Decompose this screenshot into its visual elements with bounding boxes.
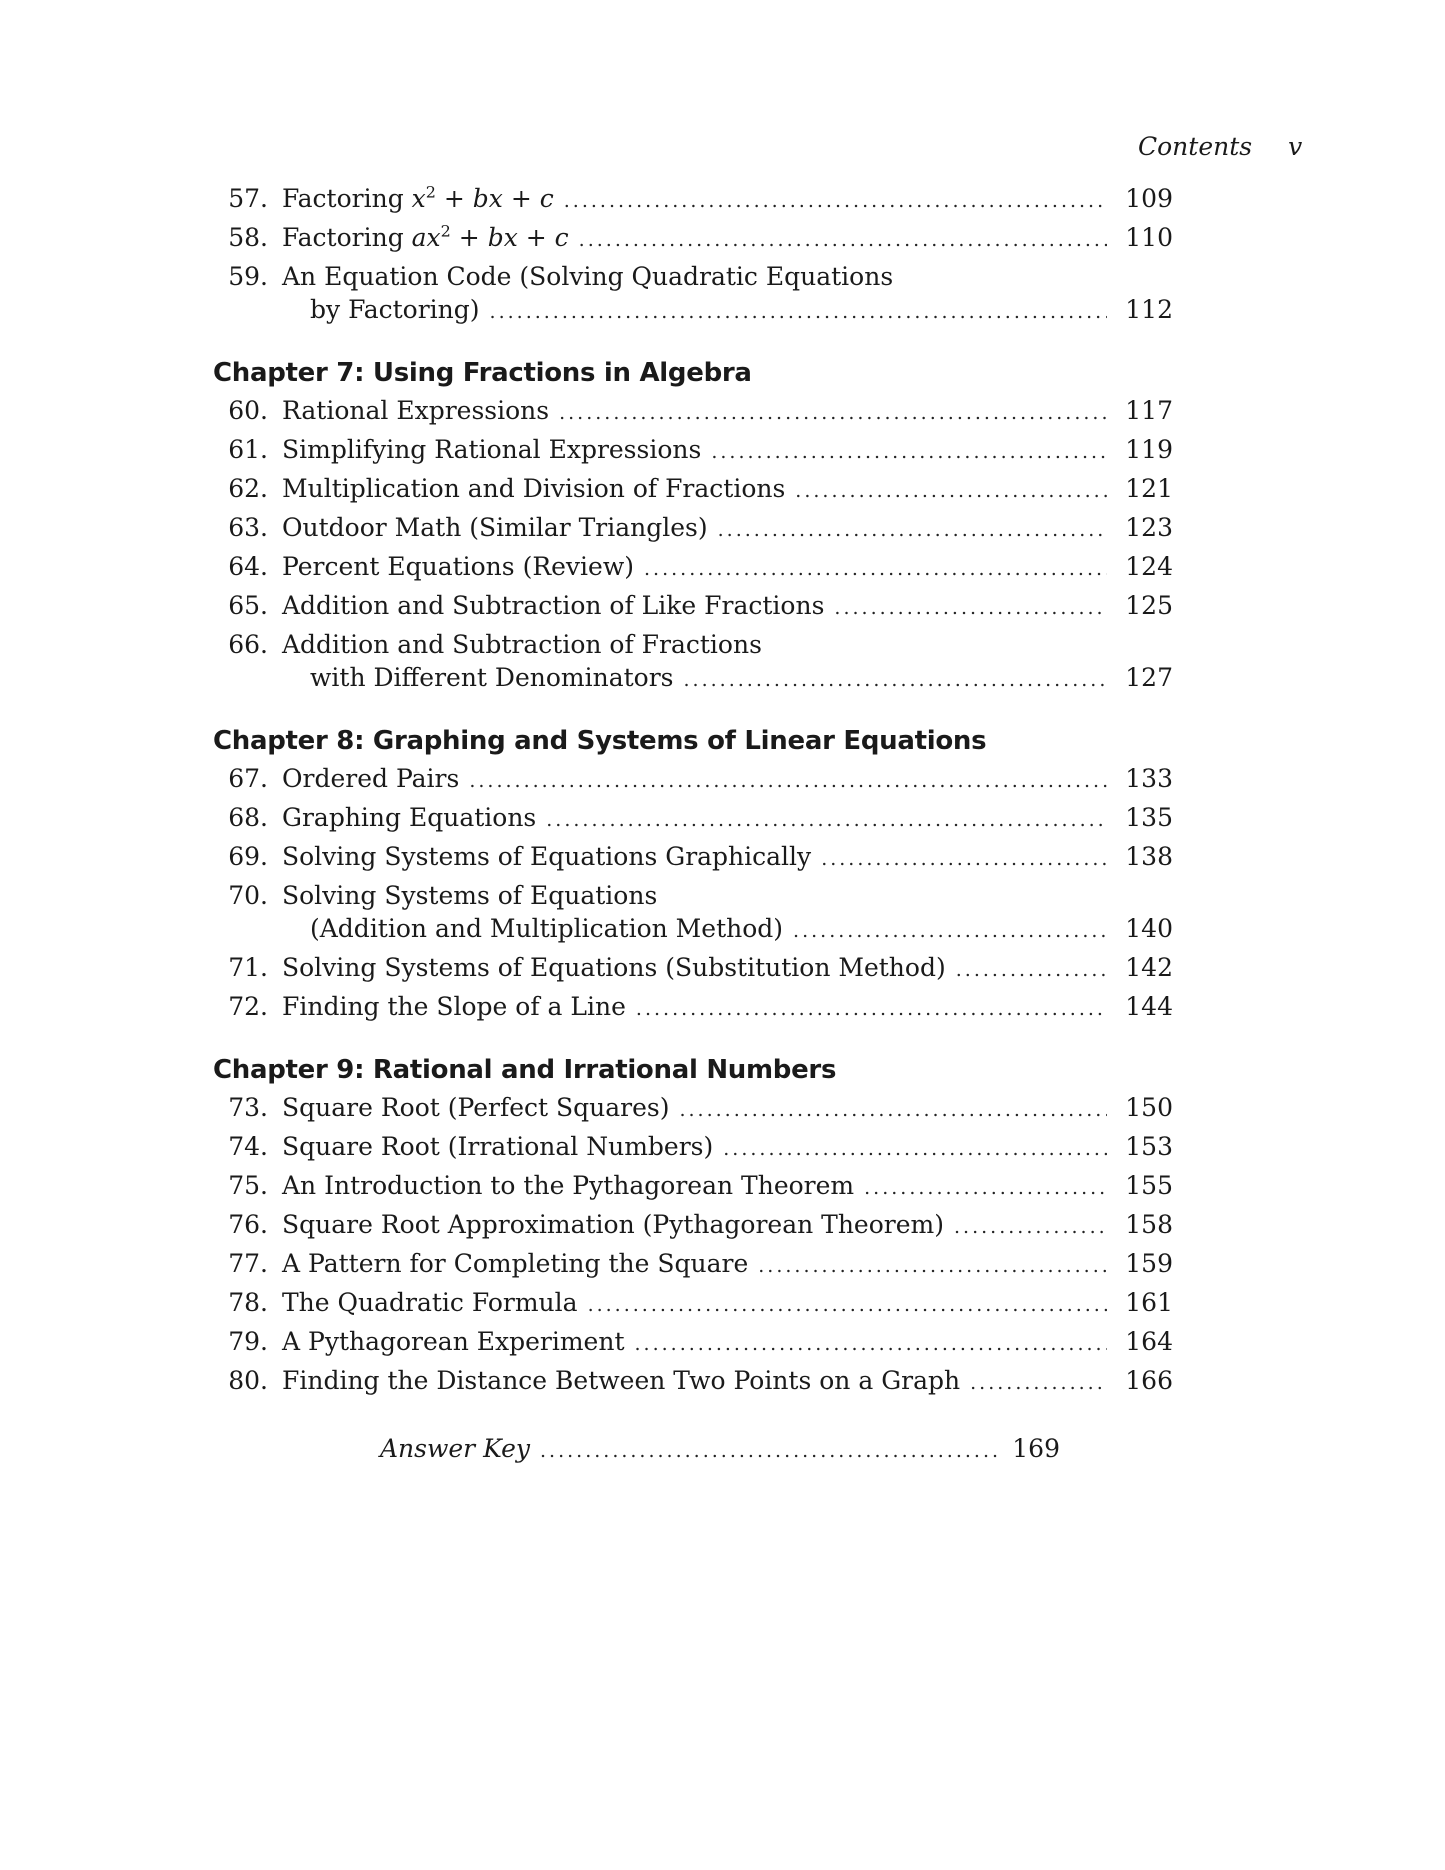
entry-page: 159 xyxy=(1125,1249,1173,1278)
leader-dots xyxy=(795,475,1107,508)
leader-dots xyxy=(469,765,1107,798)
entry-title-line1: Solving Systems of Equations xyxy=(282,881,658,910)
entry-number: 75. xyxy=(228,1171,268,1200)
leader-dots xyxy=(559,397,1107,430)
entry-number: 71. xyxy=(228,953,268,982)
entry-page: 124 xyxy=(1125,552,1173,581)
entry-page: 155 xyxy=(1125,1171,1173,1200)
entry-title: Solving Systems of Equations Graphically xyxy=(282,842,812,871)
folio: v xyxy=(1288,132,1303,161)
leader-dots xyxy=(954,1211,1107,1244)
entry-title: Square Root Approximation (Pythagorean Theorem) xyxy=(282,1210,944,1239)
toc-entry-63[interactable] xyxy=(213,511,1173,550)
entry-page: 158 xyxy=(1125,1210,1173,1239)
toc-entry-72[interactable] xyxy=(213,990,1173,1029)
entry-page: 150 xyxy=(1125,1093,1173,1122)
entry-number: 57. xyxy=(228,184,268,213)
entry-number: 65. xyxy=(228,591,268,620)
entry-title: Square Root (Irrational Numbers) xyxy=(282,1132,714,1161)
leader-dots xyxy=(758,1250,1107,1283)
entry-page: 125 xyxy=(1125,591,1173,620)
leader-dots xyxy=(644,553,1107,586)
chapter-heading[interactable]: Chapter 8: Graphing and Systems of Linear Equations xyxy=(213,726,987,756)
entry-title: Rational Expressions xyxy=(282,396,550,425)
toc-entry-59[interactable] xyxy=(213,260,1173,332)
leader-dots xyxy=(564,185,1107,218)
toc-entry-74[interactable] xyxy=(213,1130,1173,1169)
entry-number: 79. xyxy=(228,1327,268,1356)
entry-title-line2: by Factoring) xyxy=(310,295,480,324)
answer-key-page: 169 xyxy=(1012,1434,1060,1463)
entry-title: Simplifying Rational Expressions xyxy=(282,435,702,464)
toc-entry-61[interactable] xyxy=(213,433,1173,472)
entry-title: A Pattern for Completing the Square xyxy=(282,1249,749,1278)
entry-title: Ordered Pairs xyxy=(282,764,460,793)
entry-number: 77. xyxy=(228,1249,268,1278)
entry-title-line1: An Equation Code (Solving Quadratic Equations xyxy=(282,262,894,291)
entry-number: 67. xyxy=(228,764,268,793)
entry-number: 70. xyxy=(228,881,268,910)
entry-number: 62. xyxy=(228,474,268,503)
toc-entry-80[interactable] xyxy=(213,1364,1173,1403)
entry-page: 135 xyxy=(1125,803,1173,832)
leader-dots xyxy=(546,804,1107,837)
leader-dots xyxy=(821,843,1107,876)
leader-dots xyxy=(834,592,1107,625)
entry-title: Finding the Distance Between Two Points on a Graph xyxy=(282,1366,961,1395)
toc-entry-69[interactable] xyxy=(213,840,1173,879)
entry-number: 63. xyxy=(228,513,268,542)
entry-number: 76. xyxy=(228,1210,268,1239)
toc-entry-60[interactable] xyxy=(213,394,1173,433)
toc-entry-65[interactable] xyxy=(213,589,1173,628)
entry-page: 164 xyxy=(1125,1327,1173,1356)
toc-entry-68[interactable] xyxy=(213,801,1173,840)
toc-entry-58[interactable] xyxy=(213,221,1173,260)
entry-title: A Pythagorean Experiment xyxy=(282,1327,625,1356)
entry-title: The Quadratic Formula xyxy=(282,1288,578,1317)
leader-dots xyxy=(490,296,1107,329)
entry-title-line2: (Addition and Multiplication Method) xyxy=(310,914,784,943)
table-of-contents xyxy=(213,182,1173,1403)
leader-dots xyxy=(679,1094,1107,1127)
leader-dots xyxy=(684,664,1107,697)
entry-number: 64. xyxy=(228,552,268,581)
answer-key-label: Answer Key xyxy=(380,1434,530,1463)
leader-dots xyxy=(588,1289,1107,1322)
answer-key-entry[interactable] xyxy=(380,1434,1060,1463)
leader-dots xyxy=(636,993,1107,1026)
entry-title: An Introduction to the Pythagorean Theorem xyxy=(282,1171,855,1200)
entry-page: 140 xyxy=(1125,914,1173,943)
entry-title-line2: with Different Denominators xyxy=(310,663,674,692)
entry-page: 121 xyxy=(1125,474,1173,503)
chapter-heading[interactable]: Chapter 7: Using Fractions in Algebra xyxy=(213,358,752,388)
chapters xyxy=(213,358,1173,1403)
entry-title: Percent Equations (Review) xyxy=(282,552,635,581)
entry-page: 142 xyxy=(1125,953,1173,982)
entry-title: Finding the Slope of a Line xyxy=(282,992,626,1021)
entry-number: 59. xyxy=(228,262,268,291)
toc-entry-57[interactable] xyxy=(213,182,1173,221)
toc-entry-78[interactable] xyxy=(213,1286,1173,1325)
toc-entry-79[interactable] xyxy=(213,1325,1173,1364)
toc-entry-64[interactable] xyxy=(213,550,1173,589)
entry-page: 166 xyxy=(1125,1366,1173,1395)
entry-title: Addition and Subtraction of Like Fractions xyxy=(282,591,825,620)
entry-page: 127 xyxy=(1125,663,1173,692)
entry-title: Graphing Equations xyxy=(282,803,537,832)
entry-number: 61. xyxy=(228,435,268,464)
entry-number: 78. xyxy=(228,1288,268,1317)
toc-entry-66[interactable] xyxy=(213,628,1173,700)
leader-dots xyxy=(718,514,1107,547)
entry-number: 66. xyxy=(228,630,268,659)
entry-title: Factoring $x^2$ + bx + c xyxy=(282,182,554,213)
entry-title: Square Root (Perfect Squares) xyxy=(282,1093,670,1122)
entry-number: 68. xyxy=(228,803,268,832)
entry-page: 144 xyxy=(1125,992,1173,1021)
toc-entry-75[interactable] xyxy=(213,1169,1173,1208)
leader-dots xyxy=(723,1133,1107,1166)
entry-number: 69. xyxy=(228,842,268,871)
toc-entry-77[interactable] xyxy=(213,1247,1173,1286)
toc-entry-71[interactable] xyxy=(213,951,1173,990)
entry-title-line1: Addition and Subtraction of Fractions xyxy=(282,630,762,659)
toc-entry-67[interactable] xyxy=(213,762,1173,801)
toc-entry-62[interactable] xyxy=(213,472,1173,511)
entry-page: 161 xyxy=(1125,1288,1173,1317)
entry-number: 58. xyxy=(228,223,268,252)
entry-page: 133 xyxy=(1125,764,1173,793)
entry-title: Solving Systems of Equations (Substitution Method) xyxy=(282,953,946,982)
leader-dots xyxy=(579,224,1107,257)
entry-page: 112 xyxy=(1125,295,1173,324)
leader-dots xyxy=(793,915,1107,948)
entry-page: 153 xyxy=(1125,1132,1173,1161)
entry-title: Outdoor Math (Similar Triangles) xyxy=(282,513,708,542)
chapter-heading[interactable]: Chapter 9: Rational and Irrational Numbers xyxy=(213,1055,837,1085)
entry-title: Factoring $ax^2$ + bx + c xyxy=(282,221,569,252)
toc-entry-70[interactable] xyxy=(213,879,1173,951)
leader-dots xyxy=(711,436,1107,469)
leader-dots xyxy=(956,954,1107,987)
leader-dots xyxy=(864,1172,1107,1205)
entry-number: 60. xyxy=(228,396,268,425)
entry-page: 117 xyxy=(1125,396,1173,425)
entry-number: 73. xyxy=(228,1093,268,1122)
entry-page: 123 xyxy=(1125,513,1173,542)
running-head-label: Contents xyxy=(1138,132,1253,161)
toc-entry-73[interactable] xyxy=(213,1091,1173,1130)
entry-page: 110 xyxy=(1125,223,1173,252)
entry-number: 74. xyxy=(228,1132,268,1161)
leader-dots xyxy=(970,1367,1107,1400)
entry-title: Multiplication and Division of Fractions xyxy=(282,474,786,503)
running-head xyxy=(1138,132,1302,161)
leader-dots xyxy=(540,1440,1000,1462)
entry-number: 72. xyxy=(228,992,268,1021)
toc-entry-76[interactable] xyxy=(213,1208,1173,1247)
entry-page: 138 xyxy=(1125,842,1173,871)
entry-page: 109 xyxy=(1125,184,1173,213)
entry-page: 119 xyxy=(1125,435,1173,464)
entry-number: 80. xyxy=(228,1366,268,1395)
leader-dots xyxy=(635,1328,1108,1361)
